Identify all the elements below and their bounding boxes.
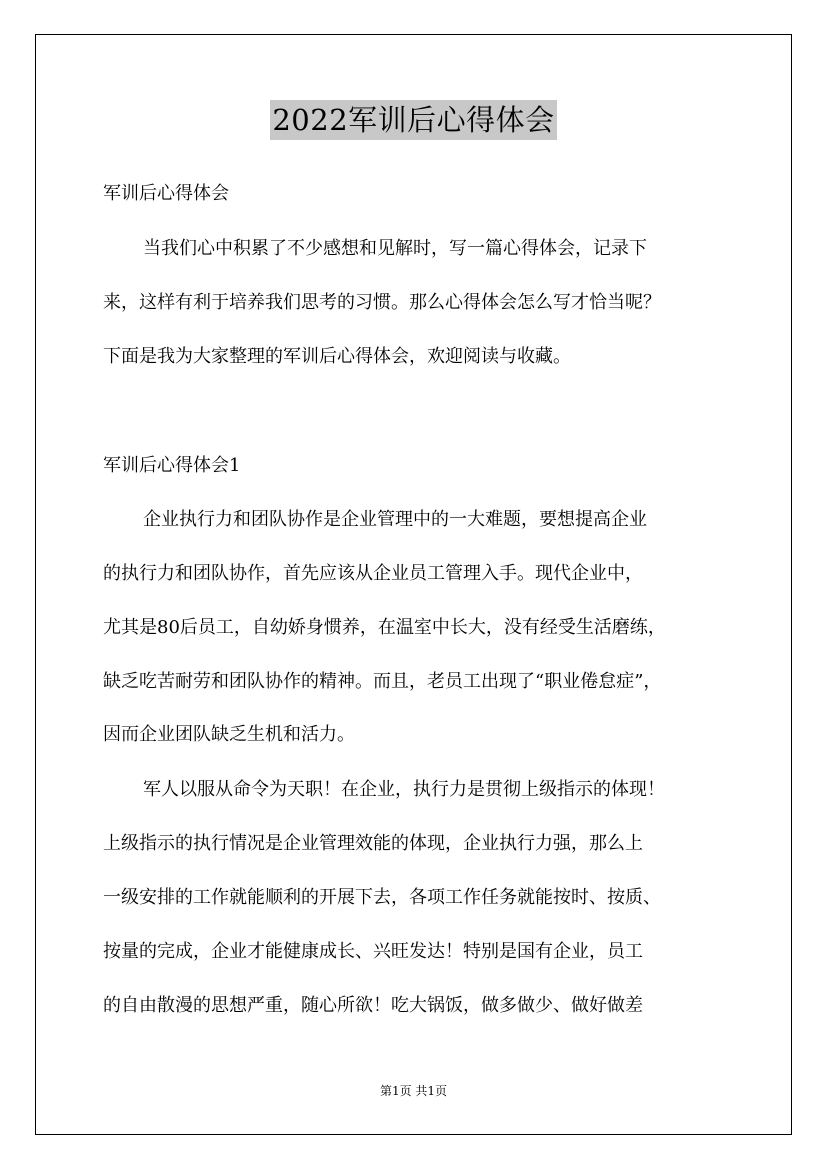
page-number: 第1页 共1页	[379, 1084, 448, 1098]
title-container	[0, 100, 827, 140]
document-subtitle: 军训后心得体会	[103, 183, 229, 204]
paragraph2-line: 的自由散漫的思想严重，随心所欲！吃大锅饭，做多做少、做好做差	[103, 995, 643, 1016]
document-title: 2022军训后心得体会	[270, 100, 556, 140]
paragraph2-line: 按量的完成，企业才能健康成长、兴旺发达！特别是国有企业，员工	[103, 941, 643, 962]
intro-line: 来，这样有利于培养我们思考的习惯。那么心得体会怎么写才恰当呢？	[103, 292, 661, 313]
paragraph1-line: 企业执行力和团队协作是企业管理中的一大难题，要想提高企业	[143, 509, 647, 530]
intro-line: 当我们心中积累了不少感想和见解时，写一篇心得体会，记录下	[143, 238, 647, 259]
page-footer	[0, 1083, 827, 1099]
paragraph1-line: 缺乏吃苦耐劳和团队协作的精神。而且，老员工出现了“职业倦怠症”，	[103, 671, 662, 692]
paragraph1-line: 因而企业团队缺乏生机和活力。	[103, 724, 355, 745]
section-heading: 军训后心得体会1	[103, 455, 241, 476]
paragraph2-line: 上级指示的执行情况是企业管理效能的体现，企业执行力强，那么上	[103, 833, 643, 854]
paragraph2-line: 一级安排的工作就能顺利的开展下去，各项工作任务就能按时、按质、	[103, 887, 661, 908]
paragraph1-line: 尤其是80后员工，自幼娇身惯养，在温室中长大，没有经受生活磨练，	[103, 617, 666, 638]
paragraph2-line: 军人以服从命令为天职！在企业，执行力是贯彻上级指示的体现！	[143, 779, 665, 800]
intro-line: 下面是我为大家整理的军训后心得体会，欢迎阅读与收藏。	[103, 346, 571, 367]
paragraph1-line: 的执行力和团队协作，首先应该从企业员工管理入手。现代企业中，	[103, 563, 643, 584]
